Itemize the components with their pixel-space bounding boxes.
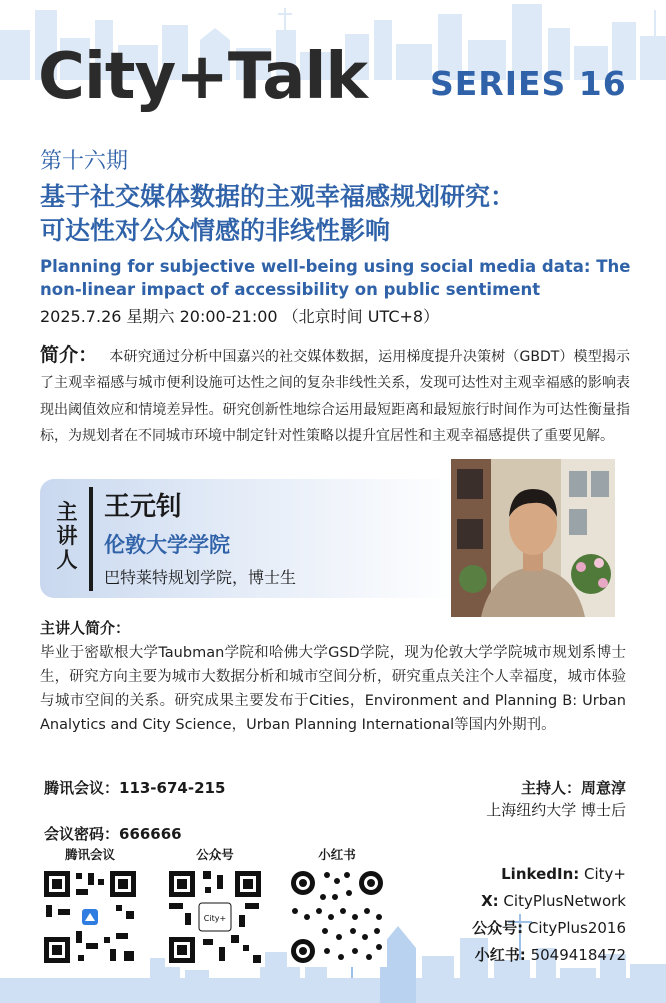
bio-label: 主讲人简介： xyxy=(40,619,131,637)
qr-code-icon xyxy=(40,867,140,967)
speaker-role-vertical xyxy=(52,500,82,572)
social-xiaohongshu-label: 小红书: xyxy=(474,946,526,964)
city-talk-logo xyxy=(38,32,638,122)
speaker-organization: 伦敦大学学院 xyxy=(104,533,230,557)
intro-label: 简介： xyxy=(40,344,98,366)
social-linkedin-value: City+ xyxy=(584,865,626,883)
qr-wechat-title: 公众号 xyxy=(196,847,234,862)
speaker-divider xyxy=(89,487,93,591)
event-datetime: 2025.7.26 星期六 20:00-21:00 （北京时间 UTC+8） xyxy=(40,307,440,326)
qr-xiaohongshu-title: 小红书 xyxy=(318,847,356,862)
logo-main-text: City+Talk xyxy=(38,40,367,114)
speaker-role-char: 讲 xyxy=(56,524,78,548)
speaker-department: 巴特莱特规划学院，博士生 xyxy=(104,568,297,587)
qr-tencent-title: 腾讯会议 xyxy=(64,847,115,862)
qr-wechat-block xyxy=(163,845,267,971)
qr-xiaohongshu-block xyxy=(285,845,389,971)
social-linkedin xyxy=(501,862,626,886)
intro-paragraph xyxy=(40,342,630,450)
title-english xyxy=(40,255,640,301)
title-en-line-1: Planning for subjective well-being using social media data: The xyxy=(40,257,631,276)
tencent-meeting-id: 腾讯会议：113-674-215 xyxy=(44,779,226,797)
logo-series-text: SERIES 16 xyxy=(430,64,627,103)
social-wechat-label: 公众号: xyxy=(472,919,524,937)
title-cn-line-2: 可达性对公众情感的非线性影响 xyxy=(40,216,391,245)
social-linkedin-label: LinkedIn: xyxy=(501,865,580,883)
issue-number: 第十六期 xyxy=(40,149,129,174)
speaker-photo xyxy=(451,459,615,617)
qr-code-icon xyxy=(287,867,387,967)
social-wechat-value: CityPlus2016 xyxy=(527,919,626,937)
social-wechat xyxy=(472,916,626,940)
intro-text: 本研究通过分析中国嘉兴的社交媒体数据，运用梯度提升决策树（GBDT）模型揭示了主观幸福感与城市便利设施可达性之间的复杂非线性关系，发现可达性对主观幸福感的影响表现出阈值效应和情境差异性。研究创新性地综合运用最短距离和最短旅行时间作为可达性衡量指标，为规划者在不同城市环境中制定针对性策略以提升宜居性和主观幸福感提供了重要见解。 xyxy=(40,349,630,445)
social-x xyxy=(481,889,626,913)
social-x-value: CityPlusNetwork xyxy=(503,892,626,910)
title-cn-line-1: 基于社交媒体数据的主观幸福感规划研究： xyxy=(40,182,516,211)
qr-code-icon xyxy=(165,867,265,967)
meeting-password: 会议密码：666666 xyxy=(44,825,182,843)
title-en-line-2: non-linear impact of accessibility on public sentiment xyxy=(40,280,541,299)
speaker-role-char: 人 xyxy=(56,548,78,572)
host-organization: 上海纽约大学 博士后 xyxy=(486,801,626,819)
social-xiaohongshu xyxy=(475,943,626,967)
social-xiaohongshu-value: 5049418472 xyxy=(530,946,626,964)
host-name: 主持人：周意淳 xyxy=(520,779,626,797)
bio-text: 毕业于密歇根大学Taubman学院和哈佛大学GSD学院，现为伦敦大学学院城市规划系博士生，研究方向主要为城市大数据分析和城市空间分析，研究重点关注个人幸福度，城市体验与城市空间的关系。研究成果主要发布于Cities，Environment and Planning B: Urban Analytics and City Science，Urban Planning International等国内外期刊。 xyxy=(40,645,626,733)
speaker-name: 王元钊 xyxy=(104,492,183,522)
title-chinese xyxy=(40,180,640,248)
qr-center-label: City+ xyxy=(203,914,227,923)
speaker-role-char: 主 xyxy=(56,500,78,524)
social-x-label: X: xyxy=(481,892,499,910)
qr-tencent-block xyxy=(38,845,142,971)
